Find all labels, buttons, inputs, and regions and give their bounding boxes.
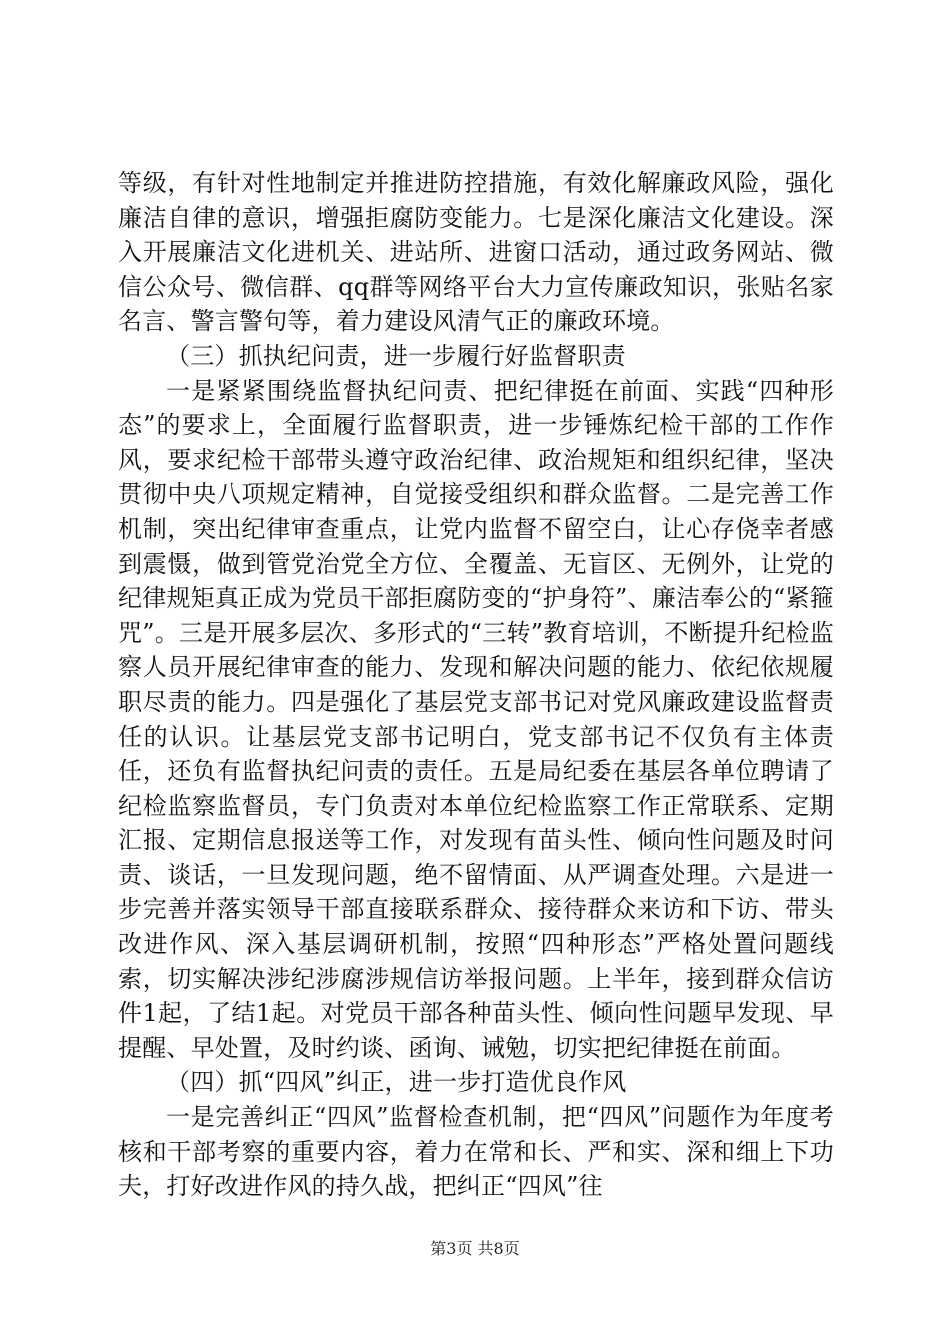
paragraph-four-styles: 一是完善纠正“四风”监督检查机制，把“四风”问题作为年度考核和干部考察的重要内容，着力在常和长、严和实、深和细上下功夫，打好改进作风的持久战，把纠正“四风”往 [118, 1103, 834, 1201]
paragraph-discipline: 一是紧紧围绕监督执纪问责、把纪律挺在前面、实践“四种形态”的要求上，全面履行监督职责，进一步锤炼纪检干部的工作作风，要求纪检干部带头遵守政治纪律、政治规矩和组织纪律，坚决贯彻中央八项规定精神，自觉接受组织和群众监督。二是完善工作机制，突出纪律审查重点，让党内监督不留空白，让心存侥幸者感到震慑，做到管党治党全方位、全覆盖、无盲区、无例外，让党的纪律规矩真正成为党员干部拒腐防变的“护身符”、廉洁奉公的“紧箍咒”。三是开展多层次、多形式的“三转”教育培训，不断提升纪检监察人员开展纪律审查的能力、发现和解决问题的能力、依纪依规履职尽责的能力。四是强化了基层党支部书记对党风廉政建设监督责任的认识。让基层党支部书记明白，党支部书记不仅负有主体责任，还负有监督执纪问责的责任。五是局纪委在基层各单位聘请了纪检监察监督员，专门负责对本单位纪检监察工作正常联系、定期汇报、定期信息报送等工作，对发现有苗头性、倾向性问题及时问责、谈话，一旦发现问题，绝不留情面、从严调查处理。六是进一步完善并落实领导干部直接联系群众、接待群众来访和下访、带头改进作风、深入基层调研机制，按照“四种形态”严格处置问题线索，切实解决涉纪涉腐涉规信访举报问题。上半年，接到群众信访件1起，了结1起。对党员干部各种苗头性、倾向性问题早发现、早提醒、早处置，及时约谈、函询、诫勉，切实把纪律挺在前面。 [118, 376, 834, 1062]
section-heading-3: （三）抓执纪问责，进一步履行好监督职责 [166, 341, 626, 370]
document-body [118, 166, 834, 1204]
page-number-footer: 第3页 共8页 [430, 1239, 520, 1258]
section-heading-4: （四）抓“四风”纠正，进一步打造优良作风 [166, 1068, 627, 1097]
paragraph-continuation: 等级，有针对性地制定并推进防控措施，有效化解廉政风险，强化廉洁自律的意识，增强拒腐防变能力。七是深化廉洁文化建设。深入开展廉洁文化进机关、进站所、进窗口活动，通过政务网站、微信公众号、微信群、qq群等网络平台大力宣传廉政知识，张贴名家名言、警言警句等，着力建设风清气正的廉政环境。 [118, 169, 834, 336]
